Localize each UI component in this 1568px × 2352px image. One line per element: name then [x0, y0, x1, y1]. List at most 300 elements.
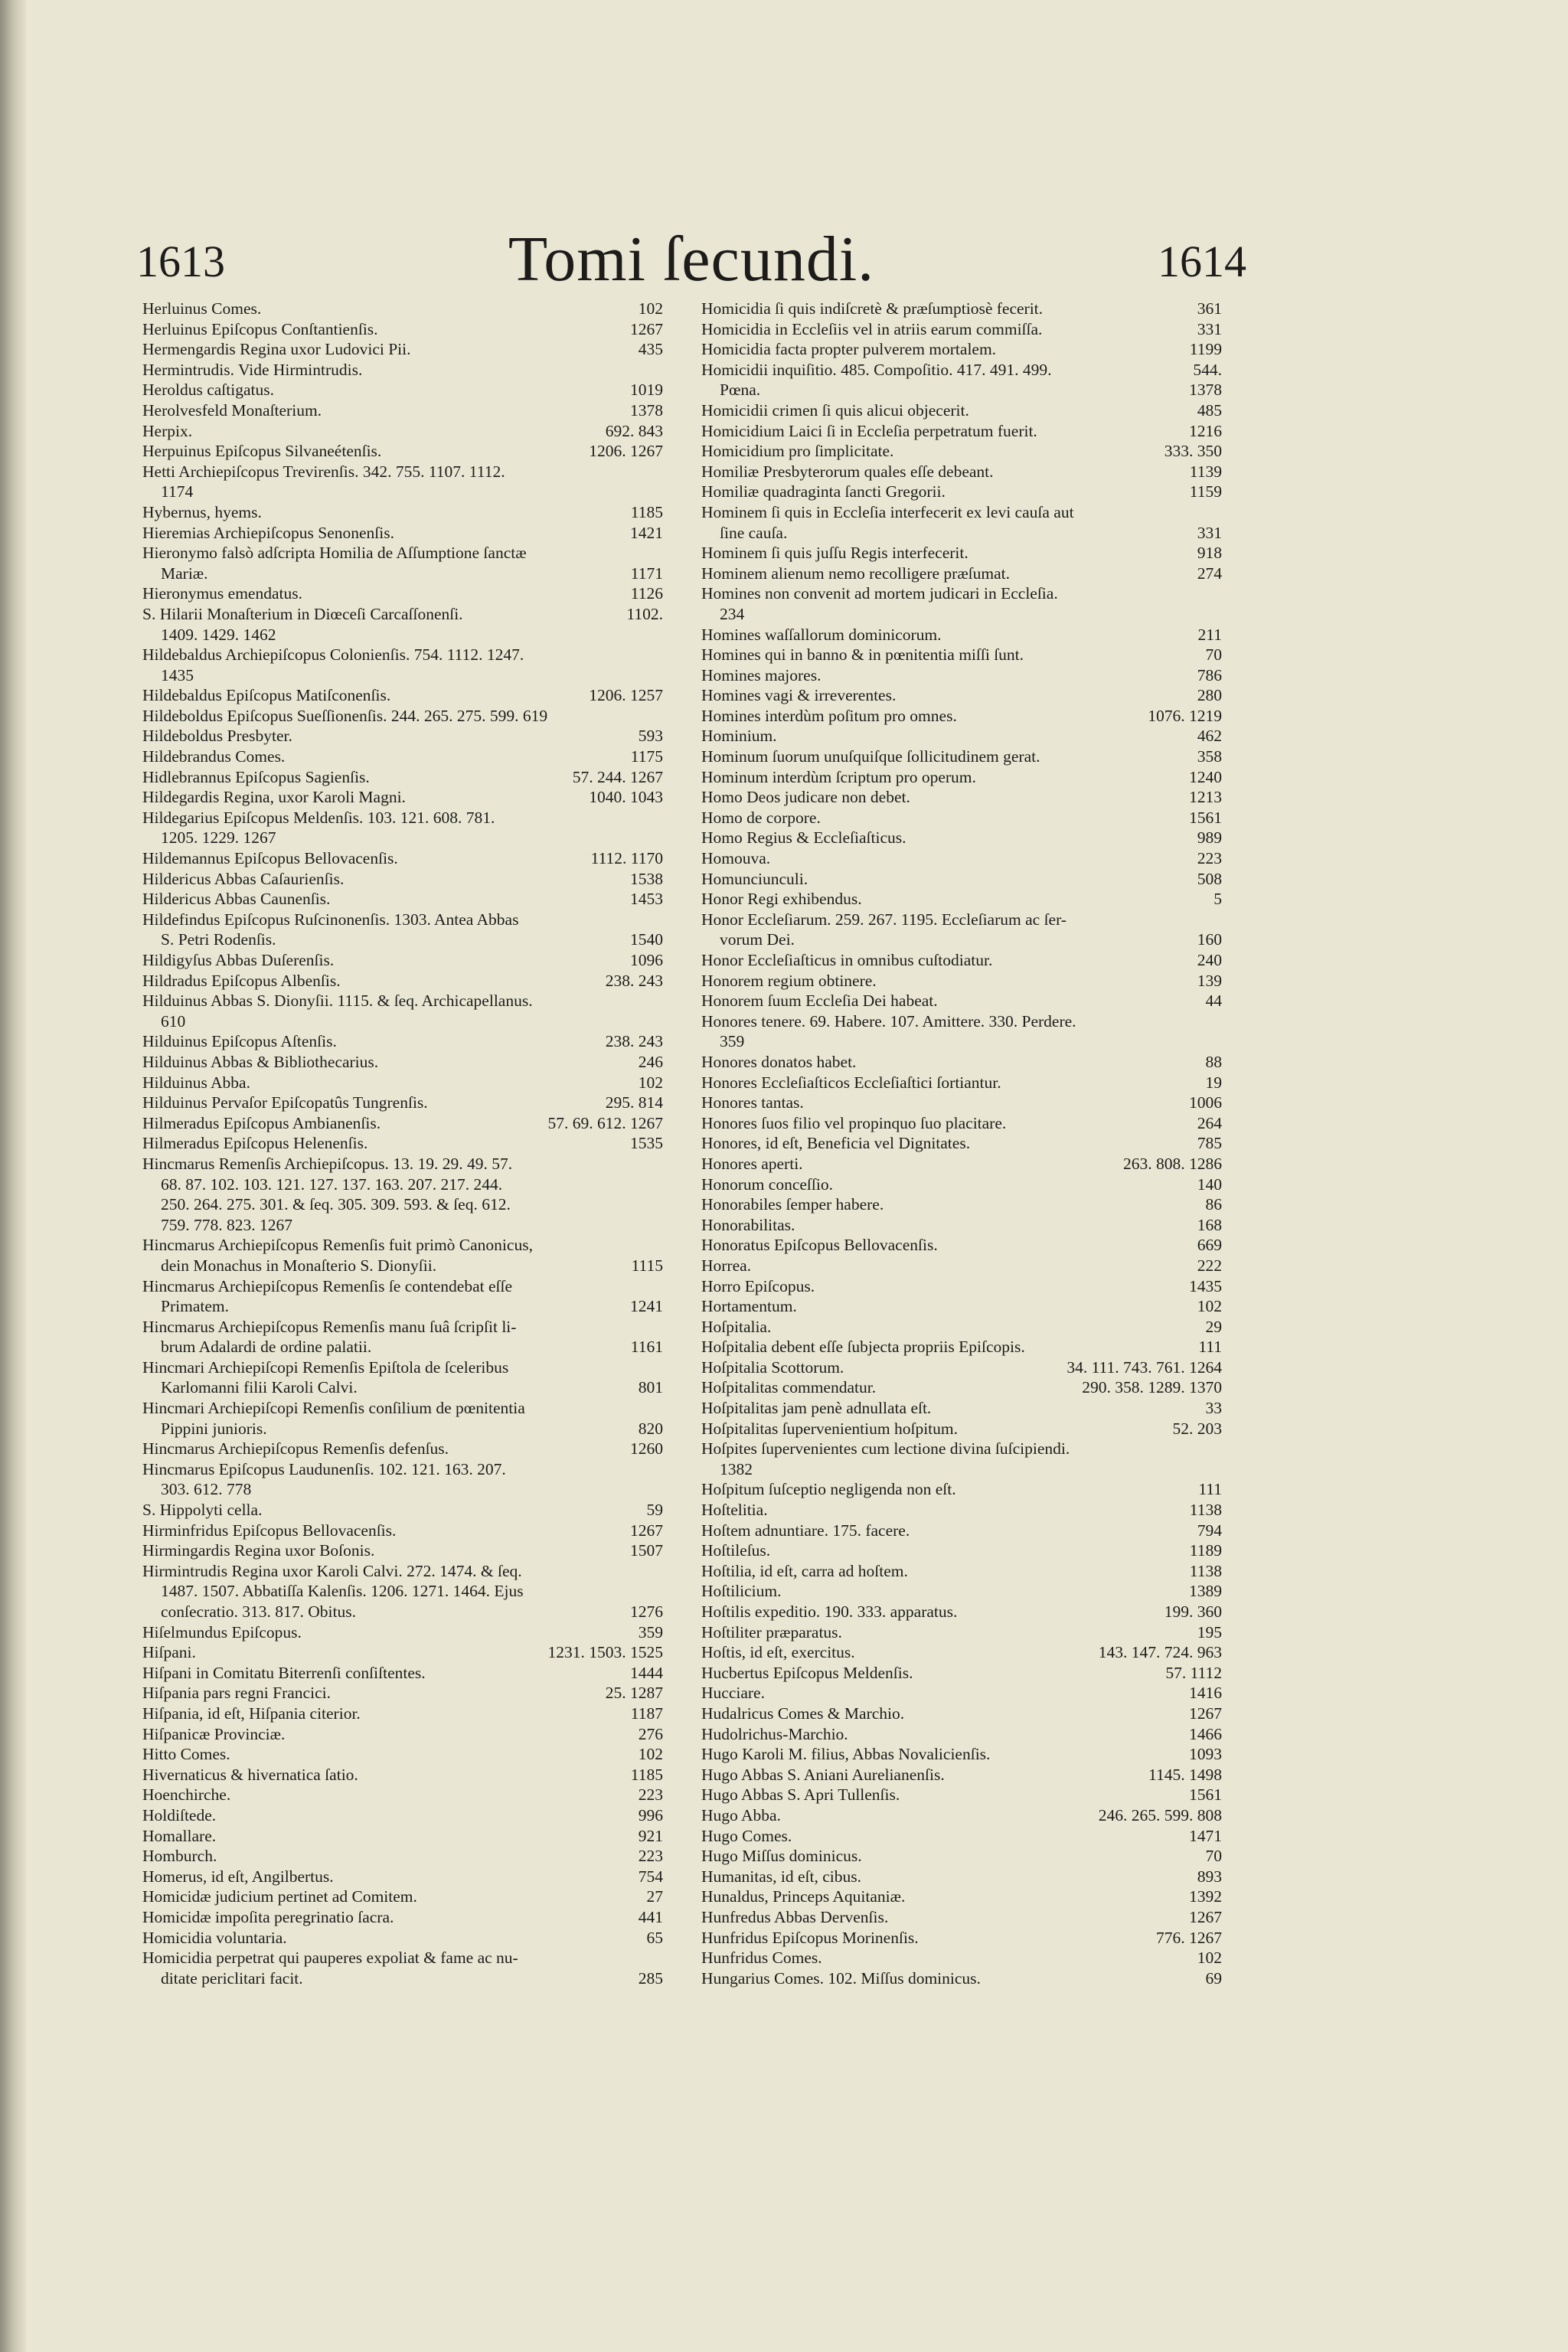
right-page-number: 1614 [1158, 237, 1246, 286]
entry-references: 1507 [630, 1541, 663, 1560]
entry-text: 1382 [720, 1459, 753, 1478]
entry-text: Hermintrudis. Vide Hirmintrudis. [142, 360, 363, 379]
entry-references: 44 [1205, 991, 1222, 1011]
index-entry [701, 1215, 1222, 1236]
entry-text: Hoſtem adnuntiare. 175. facere. [701, 1521, 910, 1540]
index-entry [701, 1419, 1222, 1439]
entry-text: Hoſtilia, id eſt, carra ad hoſtem. [701, 1561, 908, 1580]
entry-text: Homerus, id eſt, Angilbertus. [142, 1867, 334, 1886]
entry-text: Hincmarus Archiepiſcopus Remenſis manu ſuâ ſcripſit li- [142, 1317, 517, 1336]
index-entry [142, 1317, 663, 1338]
entry-text: Herluinus Comes. [142, 299, 262, 318]
entry-references: 1096 [630, 951, 663, 969]
entry-text: 359 [720, 1032, 745, 1051]
index-entry-continuation [142, 1174, 663, 1195]
entry-references: 1161 [630, 1338, 663, 1357]
index-entry [142, 1846, 663, 1867]
index-entry [701, 1968, 1222, 1989]
entry-references: 1538 [630, 869, 663, 888]
entry-text: Homunciunculi. [701, 869, 808, 888]
entry-text: Herpix. [142, 421, 193, 440]
index-entry [142, 1744, 663, 1765]
entry-text: Hildradus Epiſcopus Albenſis. [142, 971, 341, 990]
entry-text: Homicidii inquiſitio. 485. Compoſitio. 417. 491. 499. [701, 360, 1052, 379]
entry-text: Hybernus, hyems. [142, 502, 262, 521]
index-entry [142, 645, 663, 665]
index-entry [701, 767, 1222, 788]
entry-text: Homicidæ judicium pertinet ad Comitem. [142, 1887, 417, 1906]
entry-text: Hugo Karoli M. filius, Abbas Novalicienſis. [701, 1745, 991, 1764]
entry-text: Honores tantas. [701, 1093, 804, 1112]
entry-references: 1185 [630, 1765, 663, 1784]
entry-references: 794 [1197, 1521, 1222, 1540]
index-entry [701, 1256, 1222, 1276]
entry-references: 441 [638, 1907, 663, 1926]
entry-references: 996 [638, 1805, 663, 1824]
entry-text: Hugo Abbas S. Aniani Aurelianenſis. [701, 1765, 945, 1784]
index-entry [701, 1704, 1222, 1724]
index-entry [142, 523, 663, 544]
entry-text: Hunfredus Abbas Dervenſis. [701, 1907, 889, 1926]
entry-text: Hilduinus Abbas S. Dionyſii. 1115. & ſeq. Archicapellanus. [142, 991, 533, 1011]
index-entry-continuation [142, 1581, 663, 1602]
entry-references: 1561 [1189, 1785, 1222, 1805]
entry-references: 785 [1197, 1134, 1222, 1153]
entry-references: 33 [1205, 1399, 1222, 1418]
entry-text: Hilduinus Abba. [142, 1073, 250, 1092]
entry-references: 52. 203 [1172, 1419, 1222, 1438]
index-entry [142, 1398, 663, 1419]
index-entry [701, 543, 1222, 564]
index-entry [701, 1377, 1222, 1398]
entry-text: Hermengardis Regina uxor Ludovici Pii. [142, 340, 411, 359]
entry-text: 1205. 1229. 1267 [161, 828, 276, 848]
index-entry [701, 1500, 1222, 1521]
index-entry [701, 1867, 1222, 1887]
entry-references: 1267 [1189, 1704, 1222, 1723]
entry-text: Homines non convenit ad mortem judicari in Eccleſia. [701, 584, 1058, 603]
index-entry [142, 848, 663, 869]
entry-references: 195 [1197, 1622, 1222, 1642]
index-entry [142, 319, 663, 340]
index-page [136, 222, 1246, 2136]
entry-text: vorum Dei. [720, 930, 795, 949]
entry-references: 1435 [1189, 1276, 1222, 1295]
entry-text: Hoſpitalitas commendatur. [701, 1378, 877, 1397]
index-entry [701, 991, 1222, 1011]
index-entry [701, 1928, 1222, 1949]
index-entry [142, 299, 663, 319]
entry-references: 1138 [1189, 1501, 1222, 1520]
entry-text: Hildegarius Epiſcopus Meldenſis. 103. 121. 608. 781. [142, 808, 495, 827]
entry-text: S. Petri Rodenſis. [161, 930, 276, 949]
index-entry [142, 1154, 663, 1174]
index-entry [142, 1052, 663, 1073]
index-entry [142, 1724, 663, 1745]
index-entry [142, 1113, 663, 1134]
index-entry [142, 1500, 663, 1521]
index-entry [142, 1805, 663, 1826]
index-entry [142, 1357, 663, 1378]
index-entry [701, 1317, 1222, 1338]
index-entry-continuation [701, 380, 1222, 400]
entry-references: 1231. 1503. 1525 [547, 1643, 663, 1662]
entry-text: Hincmarus Archiepiſcopus Remenſis ſe contendebat eſſe [142, 1276, 513, 1295]
entry-references: 19 [1205, 1073, 1222, 1092]
index-entry [142, 1765, 663, 1785]
entry-text: Herluinus Epiſcopus Conſtantienſis. [142, 319, 378, 338]
entry-text: Hildebrandus Comes. [142, 747, 286, 766]
left-column [142, 299, 663, 1988]
index-entry-continuation [142, 1215, 663, 1236]
entry-text: Pippini junioris. [161, 1419, 267, 1438]
entry-text: Honorem ſuum Eccleſia Dei habeat. [701, 991, 938, 1011]
index-entry [142, 1928, 663, 1949]
index-entry-continuation [142, 929, 663, 950]
entry-references: 669 [1197, 1236, 1222, 1255]
index-entry [701, 726, 1222, 746]
entry-references: 331 [1197, 319, 1222, 338]
entry-references: 1267 [1189, 1907, 1222, 1926]
entry-references: 70 [1205, 1847, 1222, 1866]
index-entry [142, 1622, 663, 1643]
index-entry [142, 706, 663, 727]
entry-references: 1260 [630, 1439, 663, 1459]
index-entry [701, 1073, 1222, 1093]
entry-text: Hildeboldus Epiſcopus Sueſſionenſis. 244. 265. 275. 599. 619 [142, 706, 548, 725]
entry-text: Hugo Miſſus dominicus. [701, 1847, 862, 1866]
entry-references: 801 [638, 1378, 663, 1397]
entry-text: Hildericus Abbas Caunenſis. [142, 890, 331, 909]
entry-references: 1159 [1189, 482, 1222, 501]
entry-text: Karlomanni filii Karoli Calvi. [161, 1378, 358, 1397]
entry-references: 238. 243 [605, 1032, 663, 1051]
index-entry [701, 1276, 1222, 1297]
index-entry [142, 1886, 663, 1907]
entry-references: 59 [646, 1501, 663, 1520]
entry-references: 1453 [630, 890, 663, 909]
entry-text: Homicidia voluntaria. [142, 1928, 287, 1947]
entry-text: Hiſpani in Comitatu Biterrenſi conſiſtentes. [142, 1663, 426, 1682]
entry-references: 1138 [1189, 1561, 1222, 1580]
entry-references: 1175 [630, 747, 663, 766]
entry-references: 1171 [630, 564, 663, 583]
entry-text: Hetti Archiepiſcopus Trevirenſis. 342. 755. 1107. 1112. [142, 462, 505, 481]
entry-text: 234 [720, 604, 745, 623]
entry-text: Hoſpitalia debent eſſe ſubjecta propriis Epiſcopis. [701, 1338, 1025, 1357]
entry-text: Hincmari Archiepiſcopi Remenſis Epiſtola de ſceleribus [142, 1357, 509, 1377]
index-entry [701, 848, 1222, 869]
entry-text: Homburch. [142, 1847, 217, 1866]
entry-text: Homines interdùm poſitum pro omnes. [701, 706, 957, 725]
entry-text: Hominium. [701, 727, 777, 746]
entry-references: 1444 [630, 1663, 663, 1682]
entry-text: Hoenchirche. [142, 1785, 231, 1805]
entry-references: 139 [1197, 971, 1222, 990]
entry-references: 776. 1267 [1156, 1928, 1222, 1947]
entry-text: Honor Regi exhibendus. [701, 890, 862, 909]
entry-text: Hoſpitalia. [701, 1317, 772, 1336]
entry-text: Hildeboldus Presbyter. [142, 727, 292, 746]
entry-references: 102 [638, 1073, 663, 1092]
entry-references: 111 [1198, 1480, 1222, 1499]
entry-text: Hilmeradus Epiſcopus Ambianenſis. [142, 1113, 381, 1132]
entry-references: 359 [638, 1622, 663, 1642]
entry-references: 111 [1198, 1338, 1222, 1357]
entry-references: 1006 [1189, 1093, 1222, 1112]
entry-references: 211 [1197, 625, 1222, 644]
entry-references: 57. 1112 [1165, 1663, 1222, 1682]
entry-references: 820 [638, 1419, 663, 1438]
index-entry [701, 706, 1222, 727]
index-entry [142, 1439, 663, 1459]
entry-references: 1389 [1189, 1582, 1222, 1601]
entry-text: Hoſtiliter præparatus. [701, 1622, 842, 1642]
entry-references: 1189 [1189, 1541, 1222, 1560]
index-entry [142, 1663, 663, 1684]
entry-text: S. Hippolyti cella. [142, 1501, 263, 1520]
index-entry [142, 1683, 663, 1704]
index-entry [701, 1093, 1222, 1113]
entry-references: 1561 [1189, 808, 1222, 827]
entry-references: 1216 [1189, 421, 1222, 440]
index-entry [701, 1296, 1222, 1317]
index-entry-continuation [142, 1011, 663, 1032]
entry-text: conſecratio. 313. 817. Obitus. [161, 1602, 356, 1621]
index-entry [701, 1826, 1222, 1847]
index-entry [701, 360, 1222, 381]
index-entry [701, 441, 1222, 462]
entry-text: 68. 87. 102. 103. 121. 127. 137. 163. 207. 217. 244. [161, 1174, 503, 1194]
entry-references: 1040. 1043 [589, 788, 663, 807]
entry-text: 303. 612. 778 [161, 1480, 252, 1499]
index-entry [701, 502, 1222, 523]
entry-text: Homicidia ſi quis indiſcretè & præſumptiosè fecerit. [701, 299, 1044, 318]
entry-references: 544. [1193, 360, 1222, 379]
entry-text: Horro Epiſcopus. [701, 1276, 815, 1295]
running-title: Tomi ſecundi. [508, 224, 875, 295]
entry-text: Hilduinus Pervaſor Epiſcopatûs Tungrenſis. [142, 1093, 428, 1112]
entry-text: Hivernaticus & hivernatica ſatio. [142, 1765, 358, 1784]
entry-text: Hiſpania, id eſt, Hiſpania citerior. [142, 1704, 361, 1723]
index-entry [701, 1886, 1222, 1907]
index-entry [701, 1581, 1222, 1602]
index-entry [701, 1235, 1222, 1256]
entry-references: 246. 265. 599. 808 [1098, 1805, 1222, 1824]
entry-references: 143. 147. 724. 963 [1098, 1643, 1222, 1662]
entry-references: 264 [1197, 1113, 1222, 1132]
entry-references: 1206. 1267 [589, 442, 663, 461]
index-entry-continuation [701, 1459, 1222, 1480]
entry-references: 1267 [630, 319, 663, 338]
entry-text: Homiliæ quadraginta ſancti Gregorii. [701, 482, 946, 501]
index-entry-continuation [142, 625, 663, 645]
index-entry [142, 991, 663, 1011]
entry-references: 1093 [1189, 1745, 1222, 1764]
entry-text: Hieronymus emendatus. [142, 584, 302, 603]
entry-text: Homallare. [142, 1826, 217, 1845]
entry-text: Hildebaldus Epiſcopus Matiſconenſis. [142, 686, 391, 705]
index-entry [142, 1276, 663, 1297]
entry-references: 263. 808. 1286 [1123, 1154, 1222, 1173]
index-entry [142, 339, 663, 360]
index-entry-continuation [142, 1377, 663, 1398]
index-entry-continuation [142, 1194, 663, 1215]
index-entry [701, 1521, 1222, 1541]
entry-references: 285 [638, 1968, 663, 1988]
entry-text: 250. 264. 275. 301. & ſeq. 305. 309. 593. & ſeq. 612. [161, 1195, 511, 1214]
index-entry [701, 787, 1222, 808]
index-entry [142, 1073, 663, 1093]
entry-references: 1206. 1257 [589, 686, 663, 705]
entry-references: 1276 [630, 1602, 663, 1621]
entry-text: Hoſpites ſupervenientes cum lectione divina ſuſcipiendi. [701, 1439, 1070, 1459]
entry-references: 1378 [1189, 381, 1222, 400]
entry-references: 65 [646, 1928, 663, 1947]
entry-text: Hoſpitum ſuſceptio negligenda non eſt. [701, 1480, 956, 1499]
index-entry-continuation [142, 1256, 663, 1276]
index-entry [142, 1540, 663, 1561]
entry-text: Honorum conceſſio. [701, 1174, 833, 1194]
index-entry [701, 319, 1222, 340]
entry-references: 222 [1197, 1256, 1222, 1275]
entry-references: 435 [638, 340, 663, 359]
entry-references: 1392 [1189, 1887, 1222, 1906]
index-entry [701, 625, 1222, 645]
entry-text: Honores, id eſt, Beneficia vel Dignitates. [701, 1134, 971, 1153]
index-entry [701, 889, 1222, 910]
index-entry [701, 1805, 1222, 1826]
index-entry [701, 685, 1222, 706]
entry-text: Hunaldus, Princeps Aquitaniæ. [701, 1887, 906, 1906]
entry-references: 1535 [630, 1134, 663, 1153]
entry-text: Honorem regium obtinere. [701, 971, 877, 990]
entry-text: Honores ſuos filio vel propinquo ſuo placitare. [701, 1113, 1007, 1132]
entry-text: Hungarius Comes. 102. Miſſus dominicus. [701, 1968, 981, 1988]
index-entry [701, 1744, 1222, 1765]
index-entry [701, 1785, 1222, 1805]
entry-references: 57. 244. 1267 [572, 767, 663, 786]
entry-text: dein Monachus in Monaſterio S. Dionyſii. [161, 1256, 437, 1275]
entry-text: Homicidia in Eccleſiis vel in atriis earum commiſſa. [701, 319, 1043, 338]
entry-references: 1187 [630, 1704, 663, 1723]
index-entry [142, 1907, 663, 1928]
entry-text: Mariæ. [161, 564, 208, 583]
index-entry [142, 787, 663, 808]
index-entry-continuation [142, 564, 663, 584]
index-entry [701, 1113, 1222, 1134]
book-binding-edge [0, 0, 26, 2352]
entry-text: Hoſtis, id eſt, exercitus. [701, 1643, 855, 1662]
entry-text: Homiliæ Presbyterorum quales eſſe debeant. [701, 462, 994, 481]
entry-text: Homines majores. [701, 665, 822, 684]
index-entry [701, 665, 1222, 686]
index-entry [142, 421, 663, 442]
entry-text: Hirminfridus Epiſcopus Bellovacenſis. [142, 1521, 397, 1540]
index-entry [701, 1765, 1222, 1785]
entry-references: 57. 69. 612. 1267 [547, 1113, 663, 1132]
index-entry [142, 1031, 663, 1052]
entry-references: 1126 [630, 584, 663, 603]
index-entry [701, 1683, 1222, 1704]
index-entry [701, 564, 1222, 584]
entry-text: Hilduinus Epiſcopus Aſtenſis. [142, 1032, 337, 1051]
index-entry [142, 1459, 663, 1480]
entry-text: Hincmarus Archiepiſcopus Remenſis defenſus. [142, 1439, 449, 1459]
index-entry-continuation [142, 1602, 663, 1622]
index-entry [142, 604, 663, 625]
index-entry [701, 1357, 1222, 1378]
entry-references: 1213 [1189, 788, 1222, 807]
index-entry [701, 1846, 1222, 1867]
index-entry [142, 1235, 663, 1256]
index-entry [701, 1907, 1222, 1928]
entry-references: 25. 1287 [605, 1684, 663, 1703]
index-entry [142, 1642, 663, 1663]
entry-references: 989 [1197, 828, 1222, 848]
entry-text: Holdiſtede. [142, 1805, 217, 1824]
entry-references: 1185 [630, 502, 663, 521]
entry-text: Hilduinus Abbas & Bibliothecarius. [142, 1052, 379, 1071]
entry-text: Hominem ſi quis in Eccleſia interfecerit ex levi cauſa aut [701, 502, 1074, 521]
index-entry-continuation [701, 523, 1222, 544]
entry-text: Hoſpitalitas jam penè adnullata eſt. [701, 1399, 932, 1418]
entry-references: 1416 [1189, 1684, 1222, 1703]
index-entry-continuation [701, 929, 1222, 950]
index-entry [701, 1602, 1222, 1622]
entry-text: Hirmingardis Regina uxor Boſonis. [142, 1541, 375, 1560]
entry-references: 295. 814 [605, 1093, 663, 1112]
index-entry [142, 746, 663, 767]
entry-references: 168 [1197, 1215, 1222, 1234]
index-entry [142, 543, 663, 564]
entry-references: 276 [638, 1724, 663, 1743]
entry-references: 1112. 1170 [590, 849, 663, 868]
index-entry [701, 950, 1222, 971]
index-entry [142, 1561, 663, 1582]
index-entry [701, 1948, 1222, 1968]
index-entry [142, 583, 663, 604]
index-entry-continuation [142, 1968, 663, 1989]
entry-text: Hoſtilis expeditio. 190. 333. apparatus. [701, 1602, 958, 1621]
entry-text: Hugo Comes. [701, 1826, 792, 1845]
entry-references: 280 [1197, 686, 1222, 705]
entry-text: Homouva. [701, 849, 771, 868]
entry-references: 1145. 1498 [1148, 1765, 1222, 1784]
entry-text: Homicidia facta propter pulverem mortalem. [701, 340, 997, 359]
entry-references: 223 [1197, 849, 1222, 868]
entry-text: Hiſelmundus Epiſcopus. [142, 1622, 302, 1642]
entry-text: Primatem. [161, 1297, 229, 1316]
index-entry [142, 400, 663, 421]
entry-text: Heroldus caſtigatus. [142, 381, 274, 400]
entry-text: Honor Eccleſiarum. 259. 267. 1195. Eccleſiarum ac ſer- [701, 910, 1067, 929]
entry-references: 223 [638, 1785, 663, 1805]
index-entry [701, 1154, 1222, 1174]
entry-text: Hoſpitalia Scottorum. [701, 1357, 844, 1377]
index-entry [701, 482, 1222, 502]
page-header [136, 222, 1246, 306]
entry-text: Homo Deos judicare non debet. [701, 788, 910, 807]
index-entry [142, 1785, 663, 1805]
entry-references: 1019 [630, 381, 663, 400]
entry-text: Hincmarus Remenſis Archiepiſcopus. 13. 19. 29. 49. 57. [142, 1154, 513, 1173]
entry-text: Homicidia perpetrat qui pauperes expoliat & fame ac nu- [142, 1949, 518, 1968]
index-entry [142, 1133, 663, 1154]
index-entry-continuation [142, 1296, 663, 1317]
entry-references: 1540 [630, 930, 663, 949]
entry-text: Hominem alienum nemo recolligere præſumat. [701, 564, 1011, 583]
